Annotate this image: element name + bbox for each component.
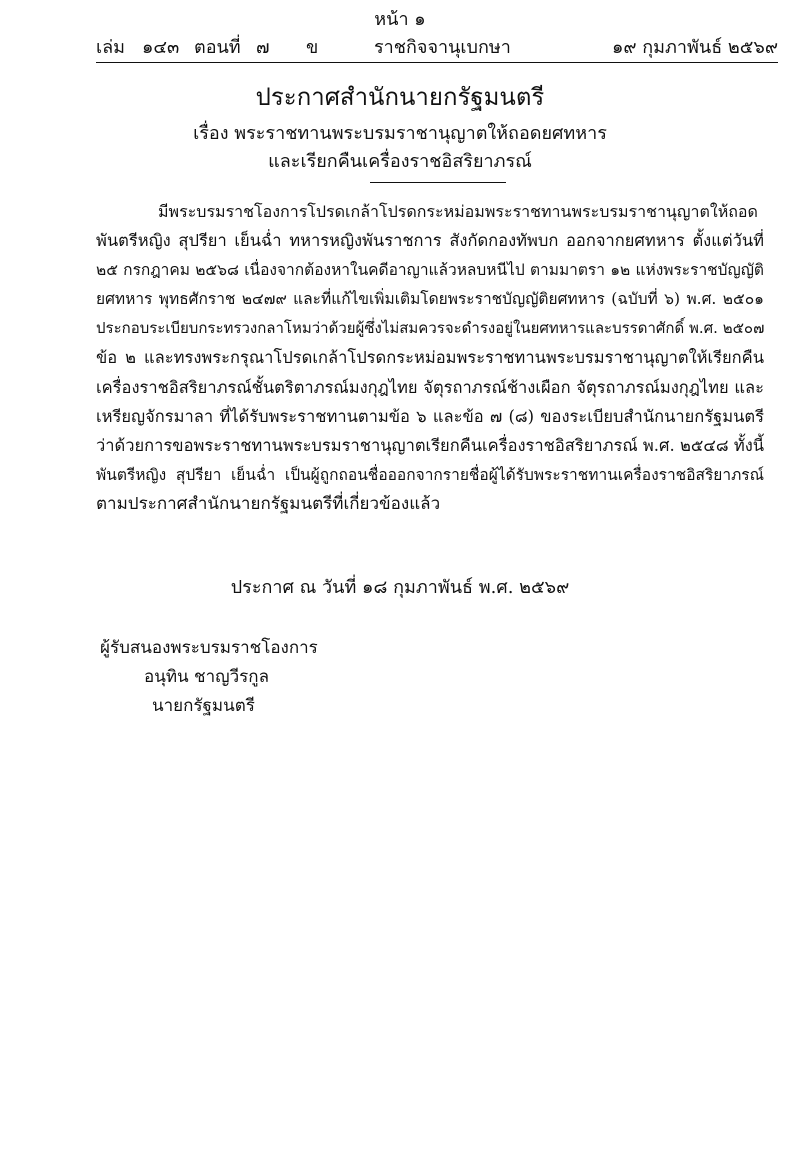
subject-line-2: และเรียกคืนเครื่องราชอิสริยาภรณ์ [268,151,532,172]
countersign-label: ผู้รับสนองพระบรมราชโองการ [100,638,318,658]
section-letter: ข [306,37,319,58]
proclamation-date: ประกาศ ณ วันที่ ๑๘ กุมภาพันธ์ พ.ศ. ๒๕๖๙ [230,577,570,598]
body-line: พันตรีหญิง สุปรียา เย็นฉ่ำ เป็นผู้ถูกถอนชื่อออกจากรายชื่อผู้ได้รับพระราชทานเครื่องราชอิสริยาภรณ์ [96,465,764,484]
signatory-name: อนุทิน ชาญวีรกูล [144,667,270,687]
body-line: เครื่องราชอิสริยาภรณ์ชั้นตริตาภรณ์มงกุฎไทย จัตุรถาภรณ์ช้างเผือก จัตุรถาภรณ์มงกุฎไทย และ [96,377,764,397]
volume-label: เล่ม [96,37,126,58]
body-line: ข้อ ๒ และทรงพระกรุณาโปรดเกล้าโปรดกระหม่อมพระราชทานพระบรมราชานุญาตให้เรียกคืน [96,348,764,368]
header-divider [96,62,778,63]
volume-number: ๑๔๓ [142,37,180,58]
publication-date: ๑๙ กุมภาพันธ์ ๒๕๖๙ [611,37,778,58]
body-line: ตามประกาศสำนักนายกรัฐมนตรีที่เกี่ยวข้องแล้ว [96,493,441,514]
issue-number: ๗ [256,37,270,58]
gazette-header [96,34,778,62]
body-line: ว่าด้วยการขอพระราชทานพระบรมราชานุญาตเรียกคืนเครื่องราชอิสริยาภรณ์ พ.ศ. ๒๕๔๘ ทั้งนี้ [96,436,765,456]
announcement-title: ประกาศสำนักนายกรัฐมนตรี [255,83,545,111]
body-line: เหรียญจักรมาลา ที่ได้รับพระราชทานตามข้อ ๖ และข้อ ๗ (๘) ของระเบียบสำนักนายกรัฐมนตรี [96,407,764,427]
body-line: ประกอบระเบียบกระทรวงกลาโหมว่าด้วยผู้ซึ่งไม่สมควรจะดำรงอยู่ในยศทหารและบรรดาศักดิ์ พ.ศ. ๒๕๐๗ [96,319,765,338]
announcement-subject [0,120,800,176]
body-line: ยศทหาร พุทธศักราช ๒๔๗๙ และที่แก้ไขเพิ่มเติมโดยพระราชบัญญัติยศทหาร (ฉบับที่ ๖) พ.ศ. ๒๕๐๑ [96,289,764,308]
announcement-body [96,197,764,519]
body-line: พันตรีหญิง สุปรียา เย็นฉ่ำ ทหารหญิงพันราชการ สังกัดกองทัพบก ออกจากยศทหาร ตั้งแต่วันที่ [96,231,764,251]
subject-line-1: เรื่อง พระราชทานพระบรมราชานุญาตให้ถอดยศทหาร [193,123,607,144]
page-number: หน้า ๑ [374,9,426,30]
title-divider [370,182,506,183]
signatory-position: นายกรัฐมนตรี [152,696,255,716]
gazette-name: ราชกิจจานุเบกษา [374,37,511,58]
body-line: ๒๕ กรกฎาคม ๒๕๖๘ เนื่องจากต้องหาในคดีอาญาแล้วหลบหนีไป ตามมาตรา ๑๒ แห่งพระราชบัญญัติ [96,260,764,279]
body-line: มีพระบรมราชโองการโปรดเกล้าโปรดกระหม่อมพระราชทานพระบรมราชานุญาตให้ถอด [158,202,758,221]
issue-label: ตอนที่ [194,37,241,58]
signature-block [100,634,318,721]
